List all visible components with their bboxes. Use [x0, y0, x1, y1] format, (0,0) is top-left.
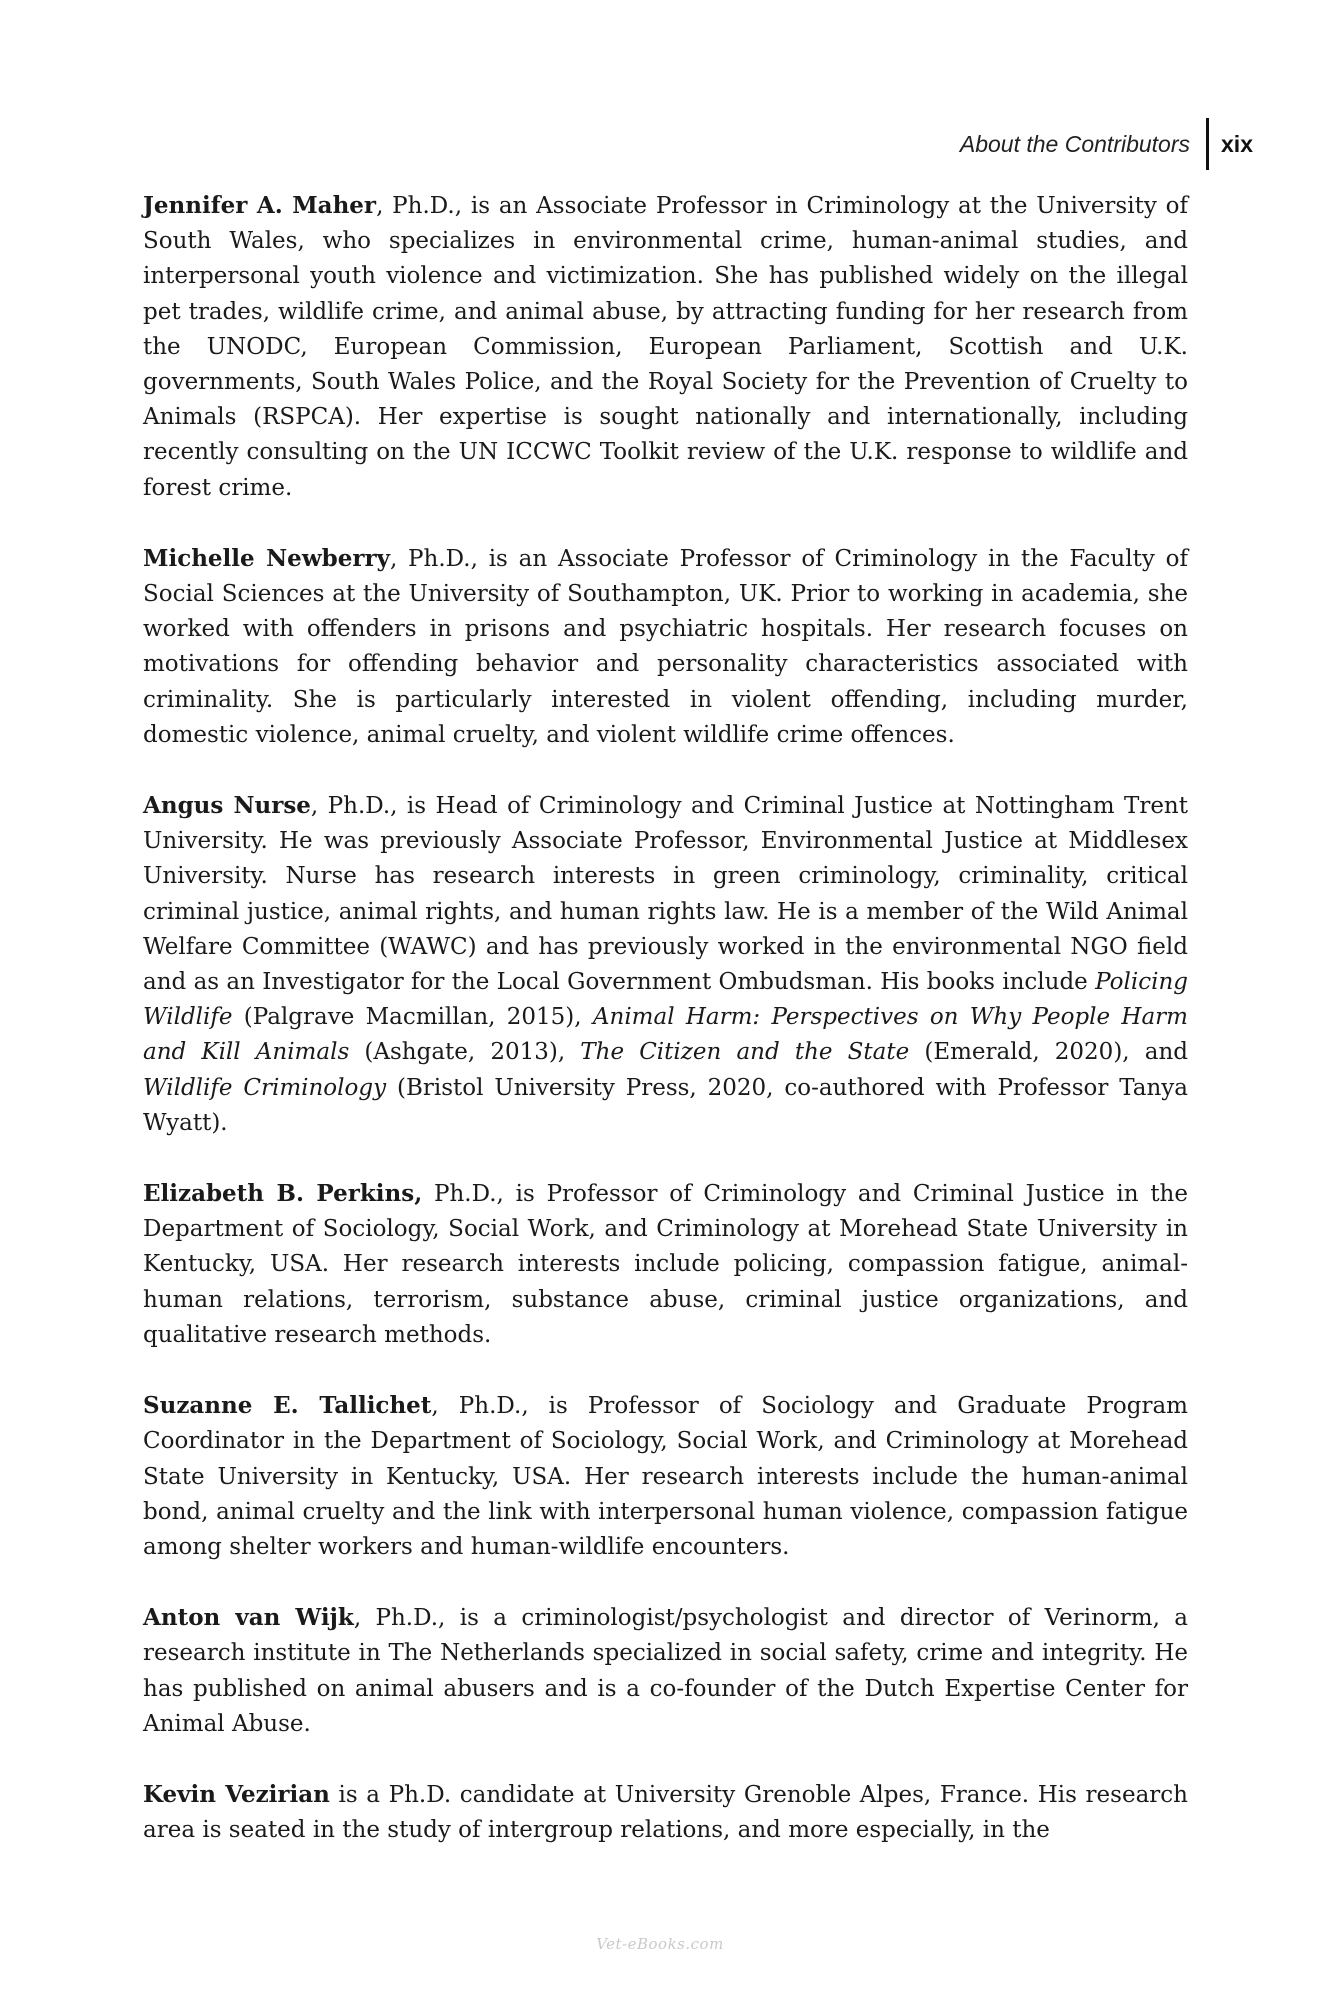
contributor-name: Kevin Vezirian: [143, 1780, 330, 1808]
bio-text: , Ph.D., is Professor of Sociology and Graduate Program Coordinator in the Department of Sociology, Social Work, and Criminology at Morehead State University in Kentucky, USA. Her research interests include the human-animal bond, animal cruelty and the link with interpersonal human violence, compassion fatigue among shelter workers and human-wildlife encounters.: [143, 1393, 1188, 1560]
contributor-name: Jennifer A. Maher: [143, 192, 377, 219]
bio-tallichet: [143, 1388, 1188, 1565]
contributor-name: Angus Nurse: [143, 792, 311, 820]
bio-text: , Ph.D., is an Associate Professor of Criminology in the Faculty of Social Sciences at the University of Southampton, UK. Prior to working in academia, she worked with offenders in prisons and psychiatric hospitals. Her research focuses on motivations for offending behavior and personality characteristics associated with criminality. She is particularly interested in violent offending, including murder, domestic violence, animal cruelty, and violent wildlife crime offences.: [143, 545, 1188, 748]
contributor-name: Michelle Newberry: [143, 544, 390, 572]
bio-text: Ph.D., is Professor of Criminology and Criminal Justice in the Department of Sociology, Social Work, and Criminology at Morehead State University in Kentucky, USA. Her research interests include policing, compassion fatigue, animal-human relations, terrorism, substance abuse, criminal justice organizations, and qualitative research methods.: [143, 1181, 1188, 1348]
bio-text: (Bristol University Press, 2020, co-authored with Professor Tanya Wyatt).: [143, 1074, 1189, 1136]
contributors-list: [143, 188, 1188, 1883]
bio-text: is a Ph.D. candidate at University Grenoble Alpes, France. His research area is seated in the study of intergroup relations, and more especially, in the: [143, 1781, 1188, 1844]
book-title: Policing Wildlife: [143, 969, 1188, 1031]
bio-van-wijk: [143, 1600, 1188, 1742]
bio-vezirian: [143, 1777, 1188, 1848]
contributor-name: Suzanne E. Tallichet: [143, 1392, 432, 1420]
book-title: Animal Harm: Perspectives on Why People Harm and Kill Animals: [143, 1004, 1188, 1066]
book-title: The Citizen and the State: [580, 1039, 910, 1066]
bio-maher: [143, 188, 1188, 506]
bio-text: (Ashgate, 2013),: [349, 1039, 581, 1066]
book-title: Wildlife Criminology: [143, 1074, 387, 1101]
bio-text: , Ph.D., is an Associate Professor in Criminology at the University of South Wales, who specializes in environmental crime, human-animal studies, and interpersonal youth violence and victimization. She has published widely on the illegal pet trades, wildlife crime, and animal abuse, by attracting funding for her research from the UNODC, European Commission, European Parliament, Scottish and U.K. governments, South Wales Police, and the Royal Society for the Prevention of Cruelty to Animals (RSPCA). Her expertise is sought nationally and internationally, including recently consulting on the UN ICCWC Toolkit review of the U.K. response to wildlife and forest crime.: [143, 193, 1188, 501]
page-number: xix: [1221, 130, 1253, 157]
running-title: About the Contributors: [959, 130, 1191, 157]
watermark-logo: Vet-eBooks.com: [596, 1935, 724, 1953]
contributor-name: Anton van Wijk: [143, 1604, 354, 1632]
contributor-name: Elizabeth B. Perkins,: [143, 1180, 423, 1208]
bio-text: , Ph.D., is Head of Criminology and Criminal Justice at Nottingham Trent University. He was previously Associate Professor, Environmental Justice at Middlesex University. Nurse has research interests in green criminology, criminality, critical criminal justice, animal rights, and human rights law. He is a member of the Wild Animal Welfare Committee (WAWC) and has previously worked in the environmental NGO field and as an Investigator for the Local Government Ombudsman. His books include: [143, 793, 1188, 996]
bio-text: (Emerald, 2020), and: [909, 1039, 1188, 1066]
bio-text: (Palgrave Macmillan, 2015),: [232, 1004, 593, 1031]
bio-newberry: [143, 541, 1188, 753]
bio-nurse: [143, 788, 1188, 1141]
bio-perkins: [143, 1176, 1188, 1353]
running-head: [960, 120, 1253, 168]
bio-text: , Ph.D., is a criminologist/psychologist and director of Verinorm, a research institute in The Netherlands specialized in social safety, crime and integrity. He has published on animal abusers and is a co-founder of the Dutch Expertise Center for Animal Abuse.: [143, 1605, 1188, 1737]
